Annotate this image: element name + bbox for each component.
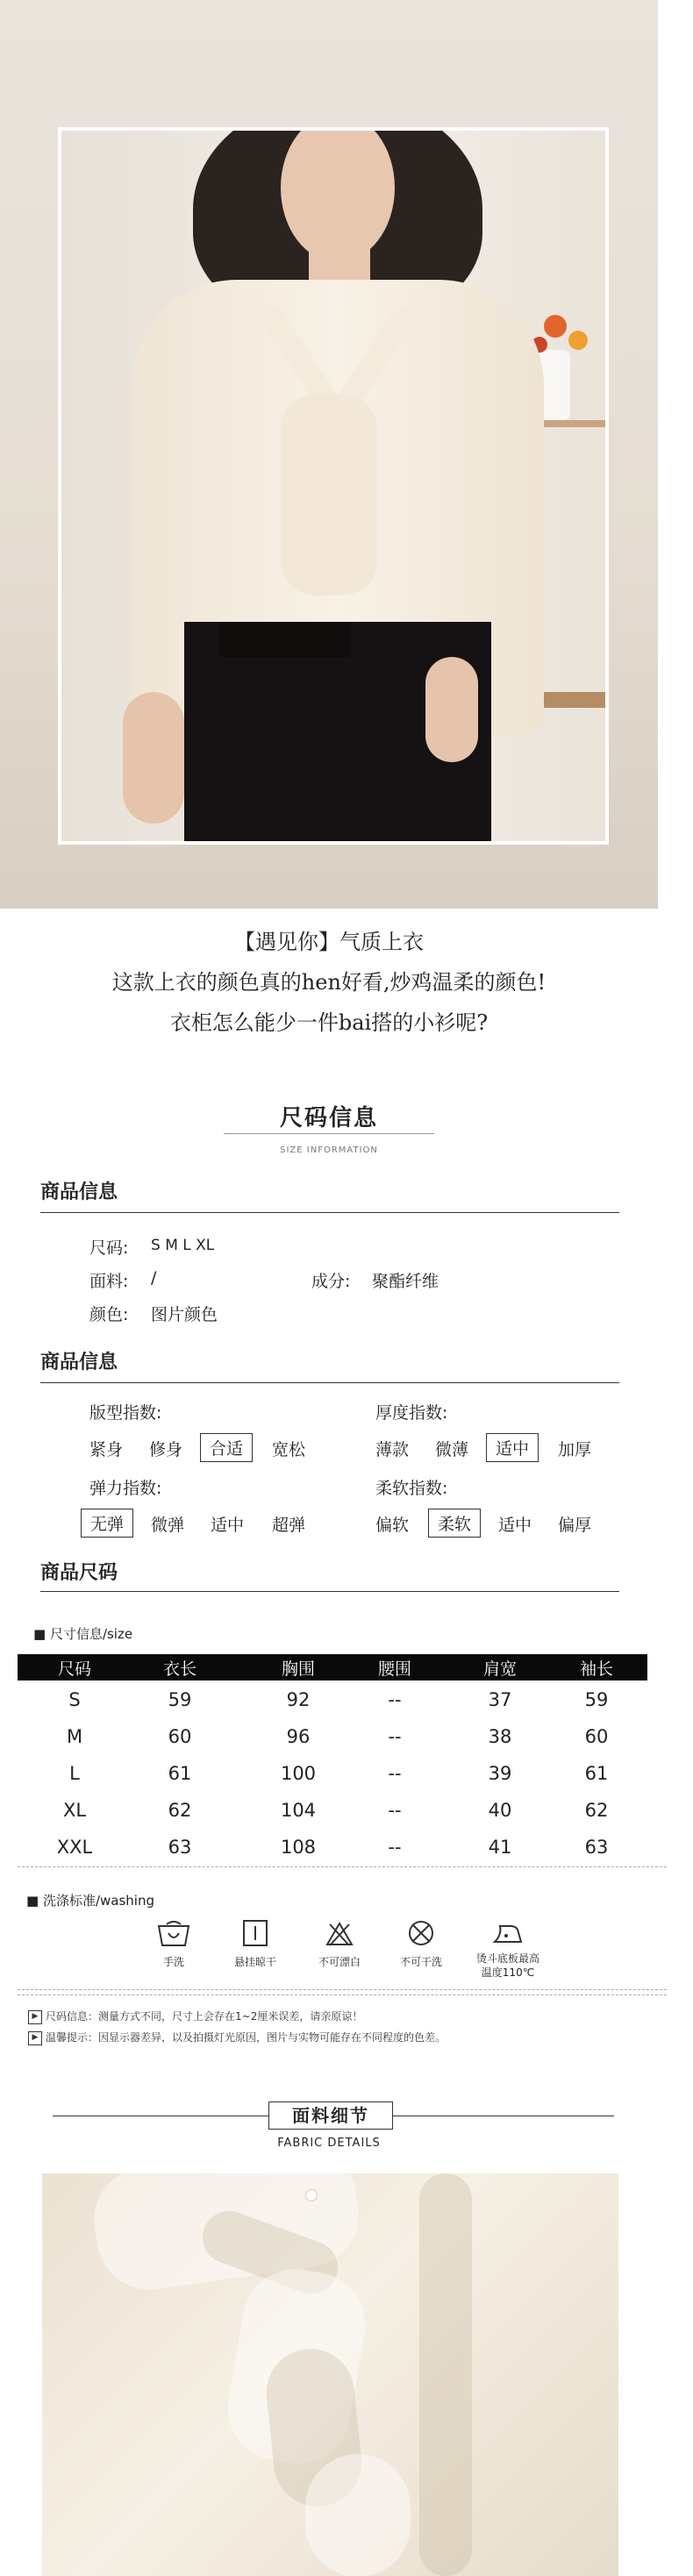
thickness-option: 加厚 bbox=[558, 1440, 592, 1459]
washing-label: ■ 洗涤标准/washing bbox=[26, 1893, 154, 1909]
fit-option: 宽松 bbox=[272, 1440, 306, 1459]
table-cell: XL bbox=[62, 1800, 87, 1821]
table-cell: 39 bbox=[488, 1763, 512, 1784]
size-note-text: 尺码信息：测量方式不同，尺寸上会存在1~2厘米误差，请亲原谅！ bbox=[46, 2010, 363, 2023]
table-cell: -- bbox=[388, 1726, 402, 1747]
fabric-value: / bbox=[151, 1268, 157, 1288]
table-cell: 59 bbox=[168, 1689, 192, 1710]
material-label: 成分: bbox=[311, 1272, 351, 1291]
table-cell: S bbox=[68, 1689, 81, 1710]
no-dry-clean-icon bbox=[407, 1919, 435, 1947]
table-cell: 63 bbox=[168, 1837, 192, 1858]
table-cell: 59 bbox=[584, 1689, 609, 1710]
col-header: 衣长 bbox=[162, 1659, 196, 1679]
size-table-body bbox=[18, 1680, 647, 1873]
hand-wash-icon bbox=[156, 1921, 191, 1949]
divider bbox=[40, 1591, 619, 1592]
hang-dry-icon bbox=[242, 1919, 268, 1947]
size-info-subtitle: SIZE INFORMATION bbox=[280, 1145, 378, 1155]
fabric-detail-subtitle: FABRIC DETAILS bbox=[277, 2137, 381, 2150]
col-header: 胸围 bbox=[281, 1659, 315, 1679]
size-chart-heading: 商品尺码 bbox=[40, 1562, 118, 1584]
table-cell: M bbox=[66, 1726, 83, 1747]
table-cell: -- bbox=[388, 1800, 402, 1821]
size-info-title: 尺码信息 bbox=[279, 1105, 378, 1131]
table-cell: -- bbox=[388, 1837, 402, 1858]
table-cell: -- bbox=[388, 1689, 402, 1710]
table-row bbox=[18, 1726, 647, 1752]
table-cell: -- bbox=[388, 1763, 402, 1784]
fit-index-label: 版型指数: bbox=[89, 1403, 162, 1423]
fit-option-selected: 合适 bbox=[200, 1433, 253, 1462]
dashed-divider bbox=[18, 1866, 667, 1867]
table-row bbox=[18, 1689, 647, 1716]
washing-text: 不可干洗 bbox=[399, 1956, 442, 1968]
fit-option: 修身 bbox=[149, 1440, 183, 1459]
intro-line-2: 这款上衣的颜色真的hen好看,炒鸡温柔的颜色! bbox=[111, 970, 547, 995]
table-cell: 37 bbox=[488, 1689, 512, 1710]
size-table-header bbox=[18, 1654, 647, 1680]
softness-option-selected: 柔软 bbox=[428, 1509, 481, 1538]
no-bleach-icon bbox=[325, 1921, 354, 1947]
fabric-label: 面料: bbox=[89, 1272, 129, 1291]
softness-option: 偏厚 bbox=[558, 1516, 592, 1535]
dashed-divider bbox=[18, 1989, 667, 1990]
color-value: 图片颜色 bbox=[151, 1305, 218, 1324]
thickness-option: 微薄 bbox=[435, 1440, 469, 1459]
elastic-option: 微弹 bbox=[151, 1516, 185, 1535]
washing-text-2: 温度110℃ bbox=[481, 1966, 535, 1979]
table-cell: 92 bbox=[286, 1689, 311, 1710]
iron-icon bbox=[491, 1923, 525, 1945]
table-row bbox=[18, 1800, 647, 1826]
divider bbox=[40, 1212, 619, 1213]
washing-text: 烫斗底板最高 bbox=[475, 1952, 539, 1965]
table-cell: 104 bbox=[280, 1800, 317, 1821]
hero-photo bbox=[0, 0, 658, 909]
table-cell: 38 bbox=[488, 1726, 512, 1747]
elastic-option-selected: 无弹 bbox=[81, 1509, 133, 1538]
size-table-label: ■ 尺寸信息/size bbox=[33, 1626, 133, 1642]
softness-index-label: 柔软指数: bbox=[375, 1479, 448, 1498]
table-cell: 61 bbox=[584, 1763, 609, 1784]
washing-text: 不可漂白 bbox=[318, 1956, 361, 1968]
table-cell: 41 bbox=[488, 1837, 512, 1858]
washing-text: 手洗 bbox=[162, 1956, 184, 1968]
size-label: 尺码: bbox=[89, 1238, 129, 1258]
table-cell: 60 bbox=[584, 1726, 609, 1747]
table-cell: 108 bbox=[280, 1837, 317, 1858]
fit-info-heading: 商品信息 bbox=[40, 1352, 118, 1374]
play-icon: ▶ bbox=[28, 2010, 42, 2024]
table-cell: 63 bbox=[584, 1837, 609, 1858]
divider bbox=[40, 1382, 619, 1383]
model-photo bbox=[58, 127, 609, 845]
table-row bbox=[18, 1763, 647, 1789]
color-label: 颜色: bbox=[89, 1305, 129, 1324]
table-cell: L bbox=[69, 1763, 80, 1784]
washing-icons bbox=[0, 1917, 693, 1996]
col-header: 肩宽 bbox=[482, 1659, 517, 1679]
fabric-detail-title: 面料细节 bbox=[268, 2101, 393, 2130]
table-cell: 62 bbox=[168, 1800, 192, 1821]
fit-option: 紧身 bbox=[89, 1440, 124, 1459]
fabric-photo bbox=[42, 2173, 618, 2576]
col-header: 腰围 bbox=[377, 1659, 411, 1679]
col-header: 袖长 bbox=[579, 1659, 613, 1679]
material-value: 聚酯纤维 bbox=[372, 1272, 439, 1291]
thickness-index-label: 厚度指数: bbox=[375, 1403, 448, 1423]
elastic-option: 超弹 bbox=[272, 1516, 306, 1535]
title-rule bbox=[224, 1133, 434, 1134]
table-cell: XXL bbox=[56, 1837, 93, 1858]
dashed-divider bbox=[18, 1994, 667, 1995]
thickness-option-selected: 适中 bbox=[486, 1433, 539, 1462]
color-note-text: 温馨提示：因显示器差异，以及拍摄灯光原因，图片与实物可能存在不同程度的色差。 bbox=[46, 2031, 447, 2044]
washing-text: 悬挂晾干 bbox=[233, 1956, 276, 1968]
size-note bbox=[28, 2009, 362, 2024]
table-cell: 61 bbox=[168, 1763, 192, 1784]
intro-line-3: 衣柜怎么能少一件bai搭的小衫呢? bbox=[169, 1010, 489, 1035]
table-cell: 96 bbox=[286, 1726, 311, 1747]
softness-option: 适中 bbox=[498, 1516, 532, 1535]
table-cell: 60 bbox=[168, 1726, 192, 1747]
play-icon: ▶ bbox=[28, 2031, 42, 2045]
thickness-option: 薄款 bbox=[375, 1440, 410, 1459]
product-info-heading: 商品信息 bbox=[40, 1181, 118, 1203]
elastic-option: 适中 bbox=[211, 1516, 245, 1535]
size-value: S M L XL bbox=[151, 1237, 215, 1254]
intro-line-1: 【遇见你】气质上衣 bbox=[234, 930, 424, 954]
table-row bbox=[18, 1837, 647, 1863]
elastic-index-label: 弹力指数: bbox=[89, 1479, 162, 1498]
softness-option: 偏软 bbox=[375, 1516, 410, 1535]
color-note bbox=[28, 2030, 446, 2045]
pearl-button bbox=[305, 2189, 318, 2201]
table-cell: 100 bbox=[280, 1763, 317, 1784]
table-cell: 62 bbox=[584, 1800, 609, 1821]
table-cell: 40 bbox=[488, 1800, 512, 1821]
col-header: 尺码 bbox=[57, 1659, 91, 1679]
